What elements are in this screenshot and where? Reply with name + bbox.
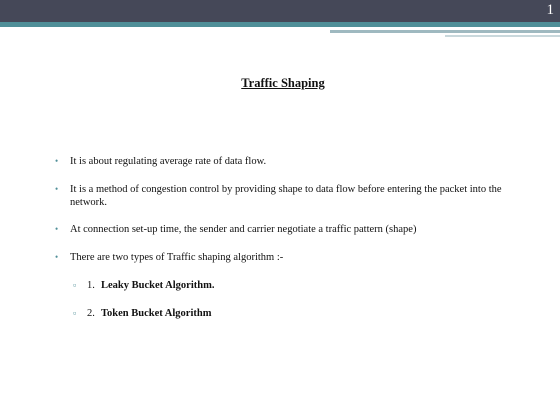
header-light-stripe (330, 30, 560, 33)
bullet-icon: • (55, 224, 59, 234)
bullet-text: There are two types of Traffic shaping algorithm :- (70, 252, 284, 263)
slide-title: Traffic Shaping (241, 76, 325, 90)
sub-item-label: Token Bucket Algorithm (101, 308, 212, 319)
header-accent-stripe (0, 22, 560, 27)
sub-bullet-icon: ▫ (73, 280, 77, 290)
bullet-icon: • (55, 184, 59, 194)
slide-number: 1 (546, 2, 554, 18)
bullet-text: It is about regulating average rate of data flow. (70, 156, 267, 167)
header-light-stripe-thin (445, 35, 560, 37)
sub-item-number: 1. (87, 280, 95, 291)
sub-bullet-icon: ▫ (73, 308, 77, 318)
bullet-icon: • (55, 156, 59, 166)
bullet-icon: • (55, 252, 59, 262)
sub-item-label: Leaky Bucket Algorithm. (101, 280, 215, 291)
bullet-text: At connection set-up time, the sender and carrier negotiate a traffic pattern (shape) (70, 224, 417, 235)
sub-item-number: 2. (87, 308, 95, 319)
bullet-text: It is a method of congestion control by providing shape to data flow before entering the packet into the network. (70, 184, 502, 208)
header-bar (0, 0, 560, 22)
